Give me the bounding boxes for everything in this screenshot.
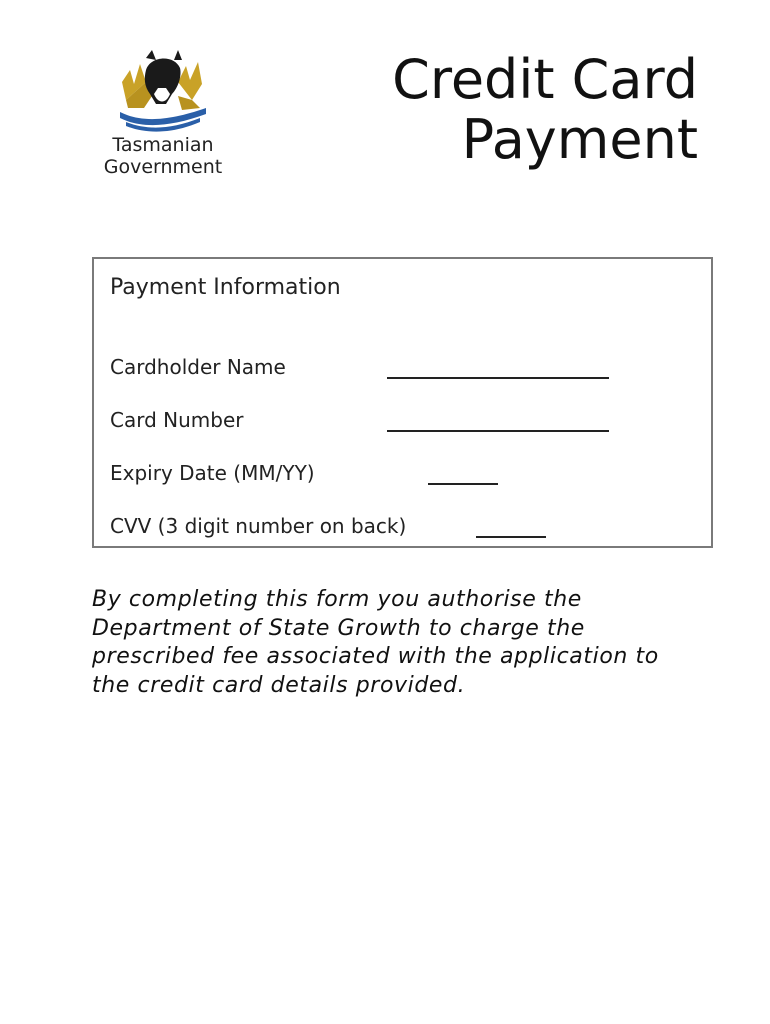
payment-information-heading: Payment Information (110, 275, 341, 300)
expiry-date-field[interactable] (428, 483, 498, 485)
cvv-field[interactable] (476, 536, 546, 538)
card-number-field[interactable] (387, 430, 609, 432)
cardholder-name-field[interactable] (387, 377, 609, 379)
payment-information-box (92, 257, 713, 548)
logo-text-line1: Tasmanian (112, 134, 214, 156)
authorisation-statement: By completing this form you authorise the Department of State Growth to charge the prescribed fee associated with the application to the credit card details provided. (92, 587, 659, 698)
logo-text-line2: Government (103, 156, 223, 178)
tasmanian-government-logo (88, 48, 238, 183)
card-number-label: Card Number (110, 408, 244, 432)
tasmanian-devil-emblem-icon (116, 48, 208, 134)
page-title (392, 50, 698, 170)
expiry-date-label: Expiry Date (MM/YY) (110, 461, 315, 485)
page-title-line1: Credit Card (392, 48, 698, 111)
cvv-label: CVV (3 digit number on back) (110, 514, 407, 538)
cardholder-name-label: Cardholder Name (110, 355, 286, 379)
page-title-line2: Payment (461, 108, 698, 171)
